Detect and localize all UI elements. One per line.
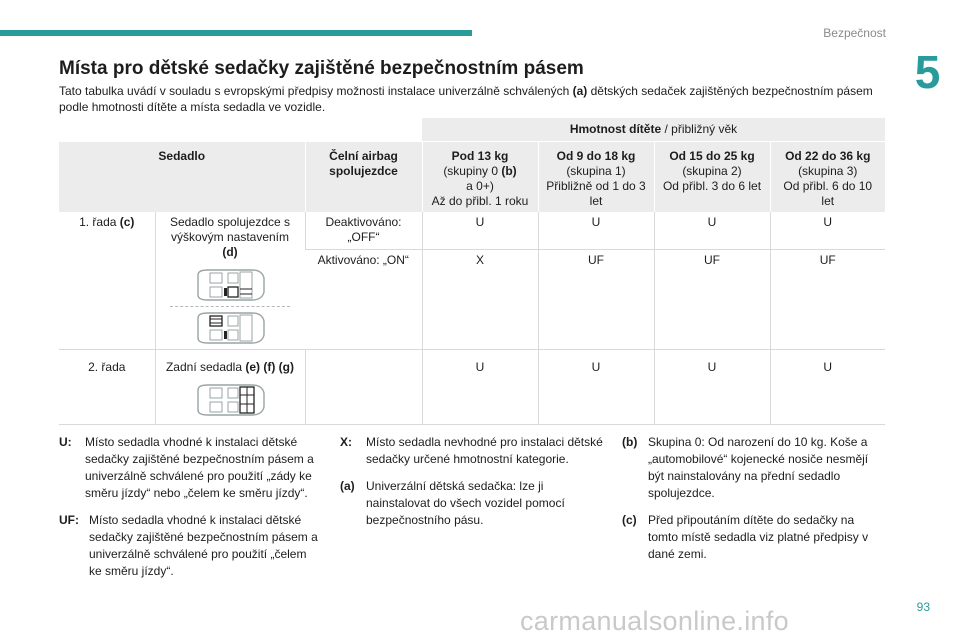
group-0-weight: Pod 13 kg xyxy=(451,148,509,163)
row1-off-value: U xyxy=(538,212,654,250)
car-rear-seats-diagram-icon xyxy=(194,383,266,417)
table-header-row xyxy=(59,141,885,212)
page-number: 93 xyxy=(916,600,930,614)
watermark: carmanualsonline.info xyxy=(520,606,789,636)
header-group-1 xyxy=(538,141,654,212)
legend-text: Skupina 0: Od narození do 10 kg. Koše a „automobilové“ kojenecké nosiče nesmějí být nainstalovány na přední sedadlo spolujezdce. xyxy=(648,435,869,500)
legend-text: Místo sedadla vhodné k instalaci dětské sedačky zajištěné bezpečnostním pásem a univerzálně schválené pro použití „čelem ke směru jízdy“. xyxy=(89,513,318,578)
header-accent-bar xyxy=(0,30,472,36)
intro-paragraph xyxy=(59,83,889,115)
row2-airbag-cell xyxy=(305,350,422,425)
row2-seat-mark: (e) (f) (g) xyxy=(245,360,295,374)
group-0-mark: (b) xyxy=(501,163,517,178)
group-0-age: Až do přibl. 1 roku xyxy=(431,193,529,208)
legend-key: U: xyxy=(59,435,72,449)
row1-label-mark: (c) xyxy=(119,214,135,229)
diagram-divider xyxy=(170,306,290,307)
row1-on-value: X xyxy=(422,250,538,350)
group-0-label: (skupiny 0 xyxy=(443,163,502,178)
row1-seat-text: Sedadlo spolujezdce s výškovým nastavením xyxy=(169,214,291,244)
car-front-seat-forward-diagram-icon xyxy=(194,268,266,302)
table-row-front-off xyxy=(59,212,885,250)
legend-key: (b) xyxy=(622,435,638,449)
weight-header-bold: Hmotnost dítěte xyxy=(569,121,662,136)
legend-item-x xyxy=(340,434,608,468)
row2-label: 2. řada xyxy=(59,350,155,425)
group-1-label: (skupina 1) xyxy=(566,163,626,178)
row1-off-value: U xyxy=(422,212,538,250)
header-airbag: Čelní airbag spolujezdce xyxy=(305,141,422,212)
legend-text: Místo sedadla nevhodné pro instalaci dětské sedačky určené hmotnostní kategorie. xyxy=(366,435,603,466)
row2-seat-text: Zadní sedadla xyxy=(165,360,246,374)
legend-text: Před připoutáním dítěte do sedačky na tomto místě sedadla viz platné předpisy v dané zemi. xyxy=(648,513,869,561)
legend-item-a xyxy=(340,478,608,529)
row2-value: U xyxy=(422,350,538,425)
header-group-0 xyxy=(422,141,538,212)
header-group-2 xyxy=(654,141,770,212)
group-2-label: (skupina 2) xyxy=(682,163,742,178)
row1-on-value: UF xyxy=(770,250,885,350)
table-row-rear xyxy=(59,350,885,425)
row1-seat-mark: (d) xyxy=(222,244,238,259)
chapter-number: 5 xyxy=(914,46,941,98)
car-front-seat-rearward-diagram-icon xyxy=(194,311,266,345)
legend-text: Univerzální dětská sedačka: lze ji nainstalovat do všech vozidel pomocí bezpečnostního pásu. xyxy=(366,479,565,527)
group-0-label-2: a 0+) xyxy=(466,178,494,193)
group-1-weight: Od 9 do 18 kg xyxy=(556,148,636,163)
legend-item-b xyxy=(622,434,884,502)
row1-off-value: U xyxy=(770,212,885,250)
weight-header-rest: / přibližný věk xyxy=(661,121,738,136)
group-2-weight: Od 15 do 25 kg xyxy=(669,148,755,163)
row2-value: U xyxy=(770,350,885,425)
weight-header xyxy=(422,118,885,141)
row1-on-value: UF xyxy=(538,250,654,350)
row1-on-value: UF xyxy=(654,250,770,350)
legend-text: Místo sedadla vhodné k instalaci dětské sedačky zajištěné bezpečnostním pásem a univerzálně schválené pro použití „zády ke směru jízdy“ nebo „čelem ke směru jízdy“. xyxy=(85,435,314,500)
header-group-3 xyxy=(770,141,885,212)
group-3-age: Od přibl. 6 do 10 let xyxy=(783,178,873,208)
row2-value: U xyxy=(654,350,770,425)
legend-item-uf xyxy=(59,512,321,580)
group-3-label: (skupina 3) xyxy=(798,163,858,178)
legend-column-2 xyxy=(340,434,608,539)
legend-column-1 xyxy=(59,434,321,590)
airbag-off-cell: Deaktivováno: „OFF“ xyxy=(305,212,422,250)
page-title: Místa pro dětské sedačky zajištěné bezpečnostním pásem xyxy=(59,58,584,79)
group-2-age: Od přibl. 3 do 6 let xyxy=(662,178,762,193)
table-header-weight-row xyxy=(59,118,885,141)
legend-key: UF: xyxy=(59,513,79,527)
row2-value: U xyxy=(538,350,654,425)
legend-key: (a) xyxy=(340,479,355,493)
intro-mark: (a) xyxy=(572,84,588,98)
row1-off-value: U xyxy=(654,212,770,250)
group-1-age: Přibližně od 1 do 3 let xyxy=(546,178,646,208)
legend-key: X: xyxy=(340,435,352,449)
legend-key: (c) xyxy=(622,513,637,527)
row1-label-text: 1. řada xyxy=(79,214,120,229)
row1-label xyxy=(59,212,155,350)
row1-seat xyxy=(155,212,305,350)
airbag-on-cell: Aktivováno: „ON“ xyxy=(305,250,422,350)
group-3-weight: Od 22 do 36 kg xyxy=(785,148,871,163)
section-name: Bezpečnost xyxy=(823,26,886,40)
row2-seat xyxy=(155,350,305,425)
legend-item-c xyxy=(622,512,884,563)
child-seat-table xyxy=(59,118,885,425)
intro-text-before: Tato tabulka uvádí v souladu s evropskými předpisy možnosti instalace univerzálně schválených xyxy=(59,84,573,98)
header-seat: Sedadlo xyxy=(59,141,305,212)
intro-text-after: dětských sedaček zajištěných bezpečnostním pásem podle hmotnosti dítěte a místa sedadla ve vozidle. xyxy=(59,84,873,114)
legend-item-u xyxy=(59,434,321,502)
legend-column-3 xyxy=(622,434,884,573)
